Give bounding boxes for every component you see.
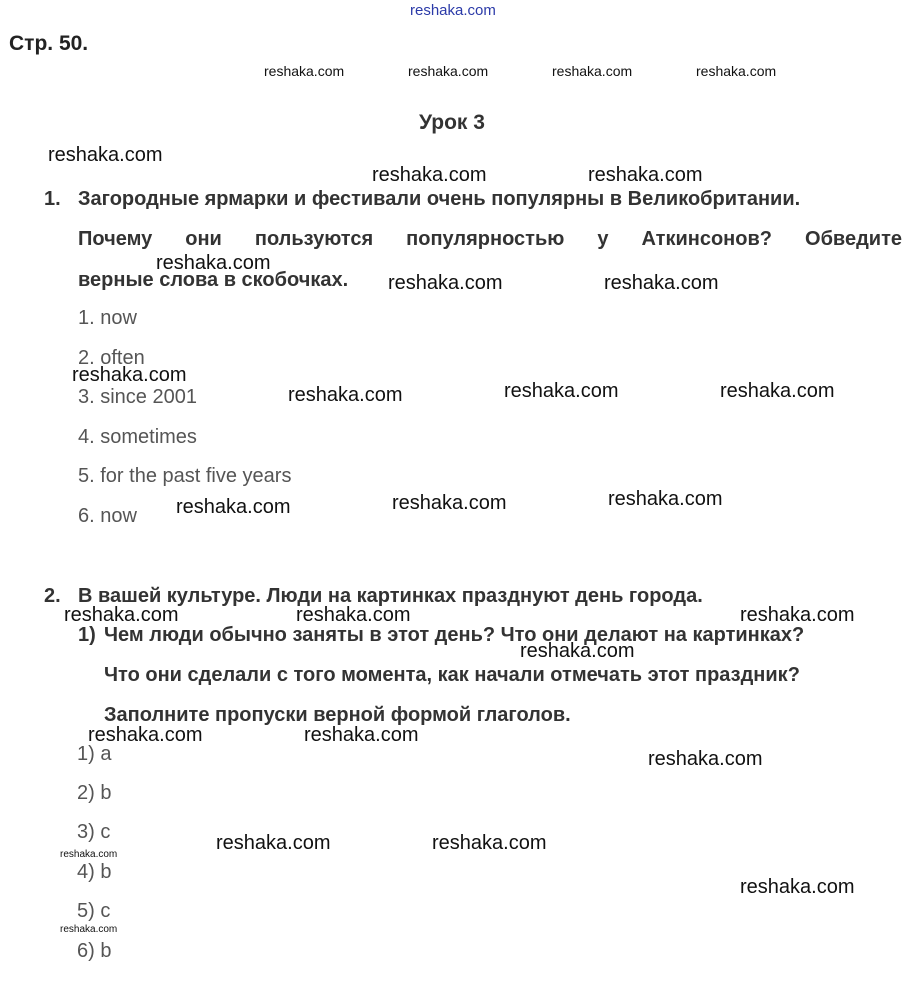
task2-line3: Заполните пропуски верной формой глаголов. bbox=[104, 704, 571, 726]
watermark: reshaka.com bbox=[588, 164, 703, 186]
watermark: reshaka.com bbox=[296, 604, 411, 626]
task1-answer-6: 6. now bbox=[78, 505, 137, 527]
top-watermark: reshaka.com bbox=[410, 2, 496, 19]
watermark: reshaka.com bbox=[288, 384, 403, 406]
watermark: reshaka.com bbox=[552, 63, 633, 79]
watermark: reshaka.com bbox=[720, 380, 835, 402]
page-number: Стр. 50. bbox=[9, 32, 89, 55]
watermark: reshaka.com bbox=[608, 488, 723, 510]
watermark: reshaka.com bbox=[156, 252, 271, 274]
watermark: reshaka.com bbox=[88, 724, 203, 746]
watermark: reshaka.com bbox=[504, 380, 619, 402]
watermark: reshaka.com bbox=[176, 496, 291, 518]
watermark: reshaka.com bbox=[60, 924, 118, 935]
watermark: reshaka.com bbox=[48, 144, 163, 166]
watermark: reshaka.com bbox=[304, 724, 419, 746]
task2-line2: Что они сделали с того момента, как начали отмечать этот праздник? bbox=[104, 664, 800, 686]
task1-answer-2: 2. often bbox=[78, 347, 145, 369]
watermark: reshaka.com bbox=[740, 604, 855, 626]
task2-answer-3: 3) c bbox=[77, 821, 111, 843]
task2-answer-5: 5) c bbox=[77, 900, 111, 922]
task1-answer-3: 3. since 2001 bbox=[78, 386, 197, 408]
watermark: reshaka.com bbox=[372, 164, 487, 186]
watermark: reshaka.com bbox=[520, 640, 635, 662]
watermark: reshaka.com bbox=[740, 876, 855, 898]
watermark: reshaka.com bbox=[60, 849, 118, 860]
task2-sub-number: 1) bbox=[78, 624, 96, 646]
watermark: reshaka.com bbox=[432, 832, 547, 854]
task2-number: 2. bbox=[44, 585, 61, 607]
task1-number: 1. bbox=[44, 188, 61, 210]
watermark: reshaka.com bbox=[72, 364, 187, 386]
task1-line1: Загородные ярмарки и фестивали очень популярны в Великобритании. bbox=[78, 188, 801, 210]
watermark: reshaka.com bbox=[648, 748, 763, 770]
task1-answer-5: 5. for the past five years bbox=[78, 465, 292, 487]
watermark: reshaka.com bbox=[604, 272, 719, 294]
task1-answer-4: 4. sometimes bbox=[78, 426, 197, 448]
watermark: reshaka.com bbox=[216, 832, 331, 854]
task1-answer-1: 1. now bbox=[78, 307, 137, 329]
task2-line1: Чем люди обычно заняты в этот день? Что они делают на картинках? bbox=[104, 624, 805, 646]
watermark: reshaka.com bbox=[408, 63, 489, 79]
lesson-title: Урок 3 bbox=[419, 111, 485, 134]
task2-answer-6: 6) b bbox=[77, 940, 112, 962]
task2-intro: В вашей культуре. Люди на картинках празднуют день города. bbox=[78, 585, 703, 607]
watermark: reshaka.com bbox=[388, 272, 503, 294]
watermark: reshaka.com bbox=[392, 492, 507, 514]
task2-answer-4: 4) b bbox=[77, 861, 112, 883]
task2-answer-1: 1) a bbox=[77, 743, 112, 765]
task1-line3: верные слова в скобочках. bbox=[78, 269, 349, 291]
task2-answer-2: 2) b bbox=[77, 782, 112, 804]
watermark: reshaka.com bbox=[64, 604, 179, 626]
watermark: reshaka.com bbox=[264, 63, 345, 79]
watermark: reshaka.com bbox=[696, 63, 777, 79]
task1-line2: Почему они пользуются популярностью у Аткинсонов? Обведите bbox=[78, 228, 902, 250]
